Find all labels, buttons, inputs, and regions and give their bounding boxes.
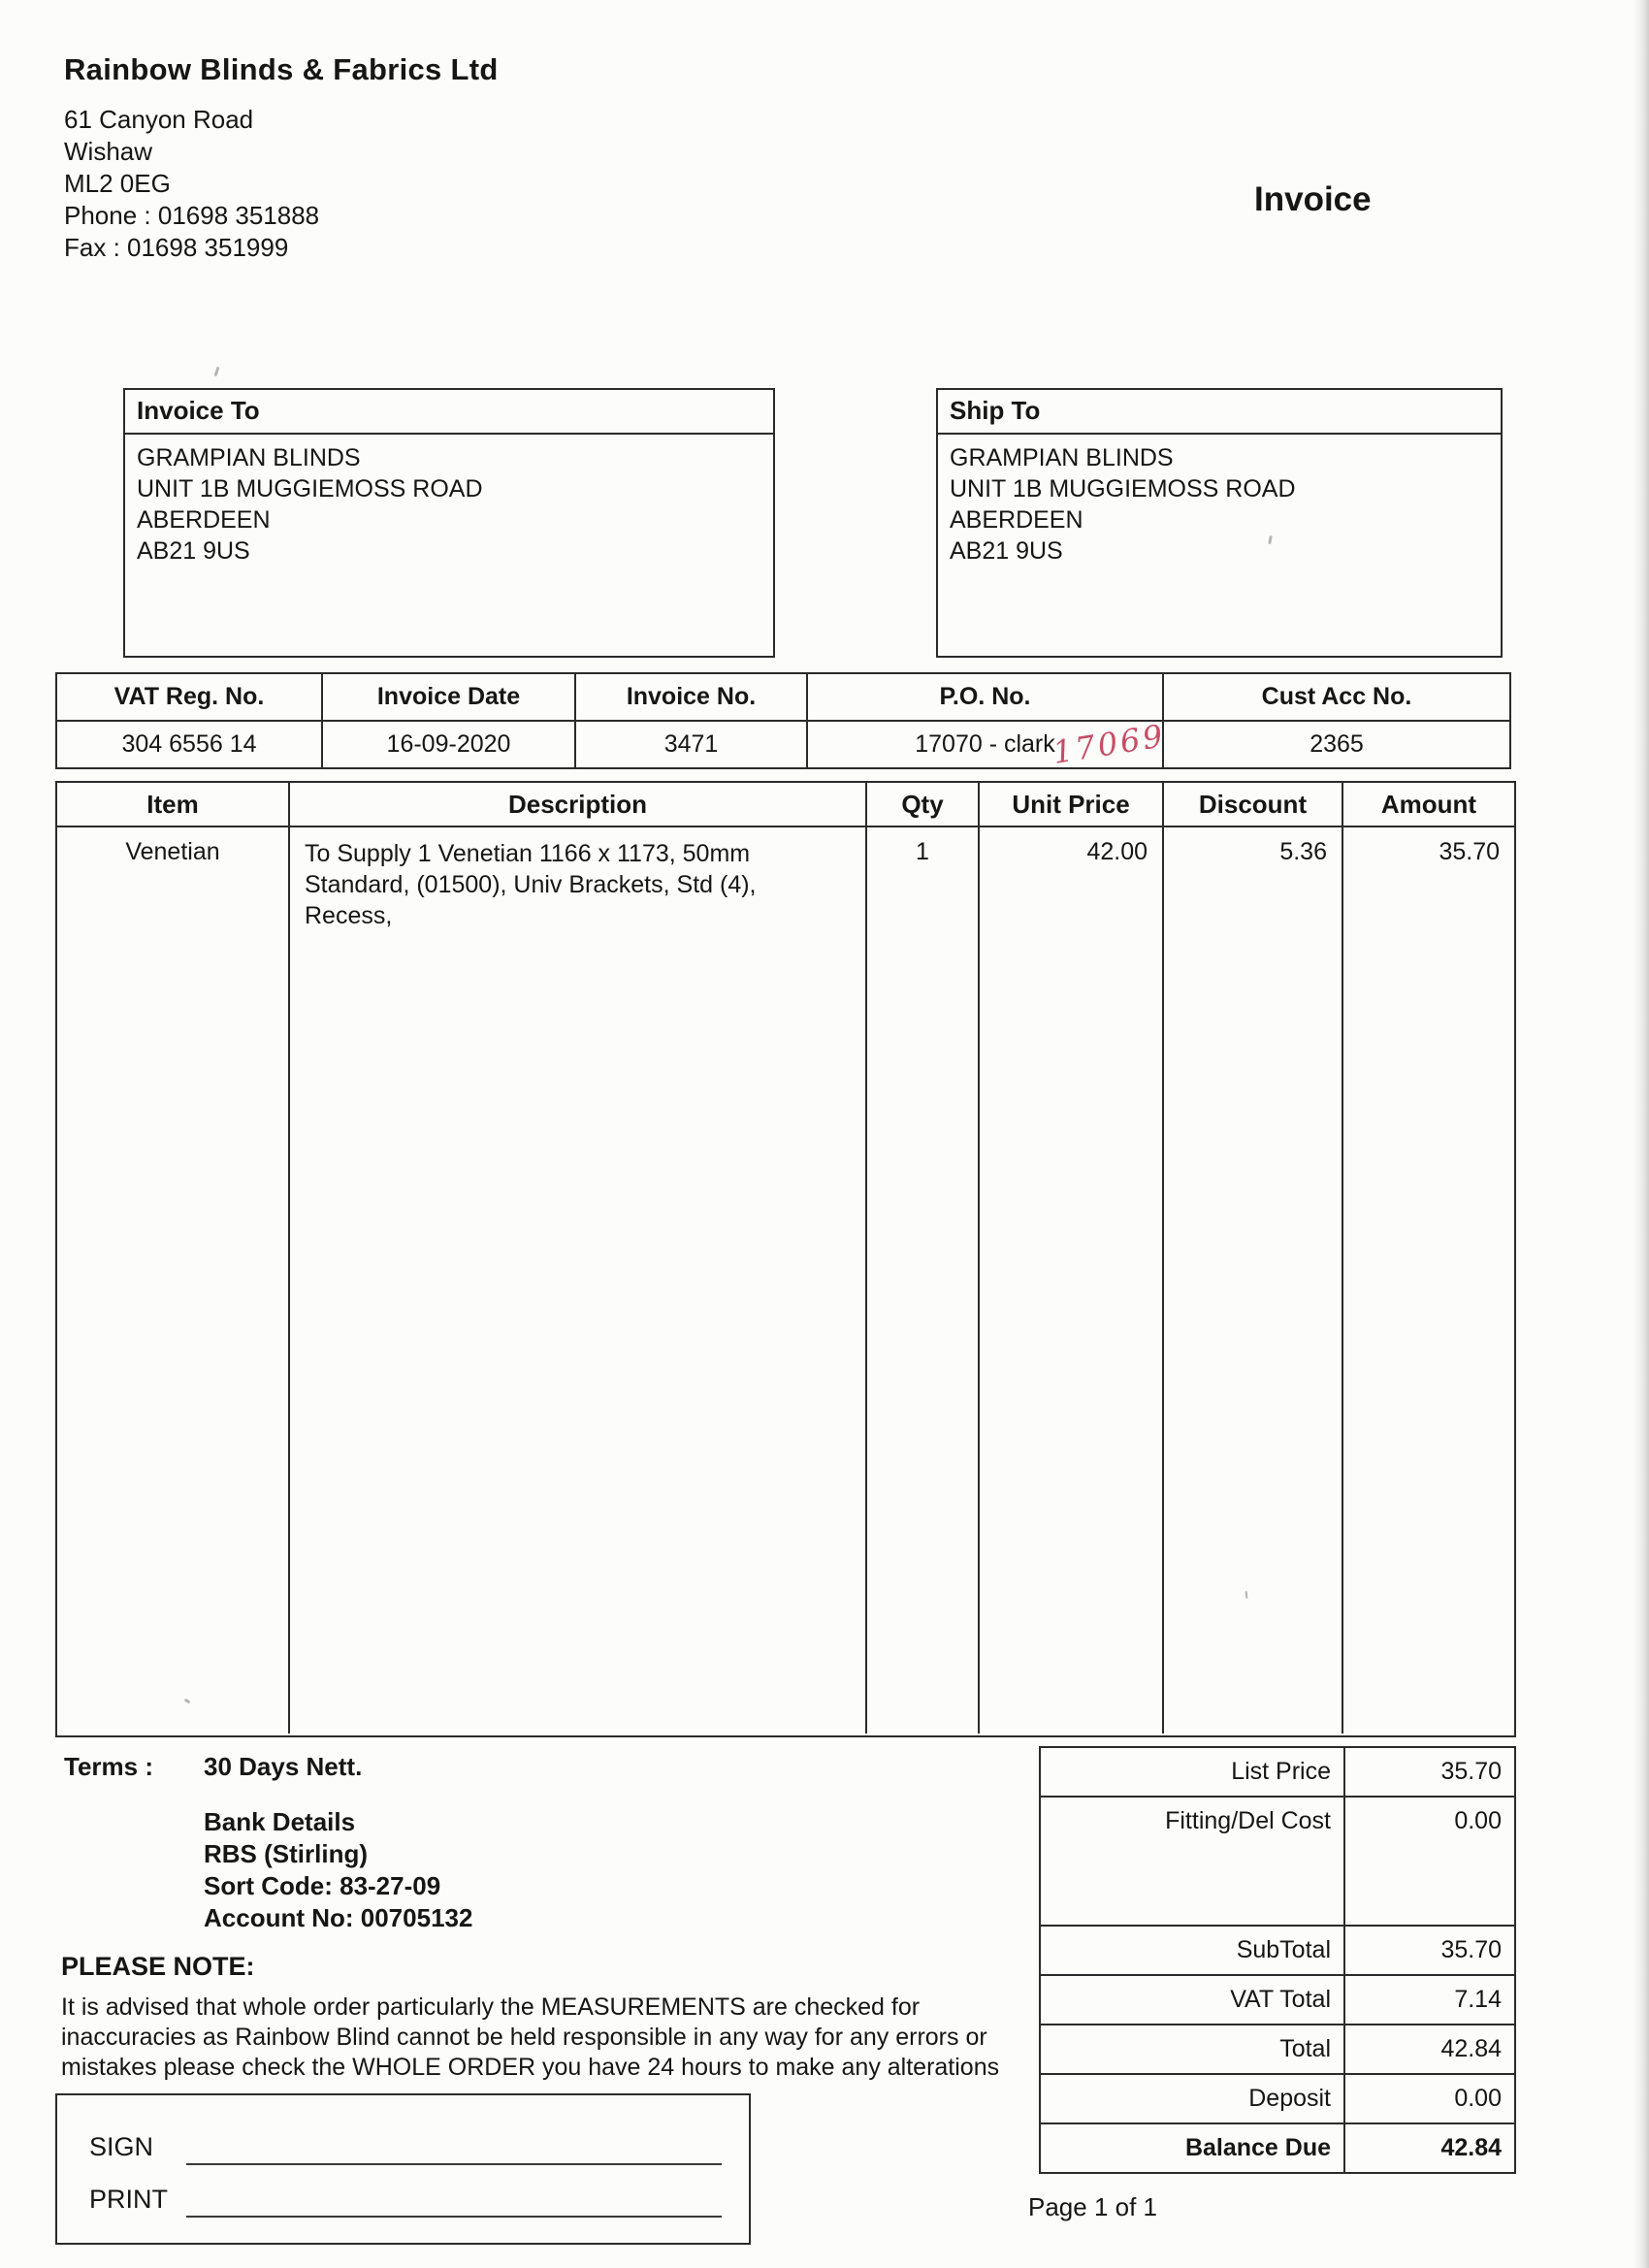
meta-header-po-no: P.O. No. <box>808 674 1164 722</box>
ship-to-line: GRAMPIAN BLINDS <box>950 444 1174 471</box>
note-line: inaccuracies as Rainbow Blind cannot be held responsible in any way for any errors or <box>61 2024 987 2051</box>
ship-to-line: UNIT 1B MUGGIEMOSS ROAD <box>950 475 1296 502</box>
totals-value: 35.70 <box>1440 1758 1502 1785</box>
totals-value: 0.00 <box>1454 2085 1502 2112</box>
items-header-amount: Amount <box>1380 790 1477 819</box>
bank-details-heading: Bank Details <box>204 1807 356 1836</box>
description-line: Recess, <box>305 902 393 929</box>
company-block <box>64 52 499 264</box>
item-cell: Venetian <box>57 827 290 1733</box>
totals-row-list-price <box>1041 1748 1514 1798</box>
items-header-item: Item <box>57 783 290 826</box>
description-cell <box>290 827 867 1733</box>
qty-cell: 1 <box>867 827 980 1733</box>
totals-label: Deposit <box>1041 2075 1345 2122</box>
totals-table <box>1039 1746 1516 2174</box>
totals-label: Total <box>1041 2025 1345 2073</box>
invoice-to-label: Invoice To <box>125 390 773 435</box>
company-phone: Phone : 01698 351888 <box>64 201 320 230</box>
totals-row-total <box>1041 2025 1514 2075</box>
ship-to-line: AB21 9US <box>950 537 1063 565</box>
terms-label: Terms : <box>64 1752 153 1781</box>
totals-label: Fitting/Del Cost <box>1041 1798 1345 1925</box>
sign-line <box>186 2163 722 2165</box>
totals-label: VAT Total <box>1041 1976 1345 2024</box>
note-line: It is advised that whole order particularly the MEASUREMENTS are checked for <box>61 1993 921 2021</box>
meta-value-vat-reg-no: 304 6556 14 <box>57 722 323 767</box>
description-line: To Supply 1 Venetian 1166 x 1173, 50mm <box>305 840 751 867</box>
meta-value-cust-acc-no: 2365 <box>1310 730 1364 758</box>
items-header-description: Description <box>290 783 867 826</box>
invoice-to-line: AB21 9US <box>137 537 250 565</box>
totals-label: SubTotal <box>1041 1927 1345 1974</box>
ship-to-address <box>938 435 1501 574</box>
totals-label: List Price <box>1041 1748 1345 1796</box>
invoice-to-address <box>125 435 773 574</box>
note-line: mistakes please check the WHOLE ORDER you have 24 hours to make any alterations <box>61 2054 1000 2081</box>
discount-cell: 5.36 <box>1164 827 1343 1733</box>
amount-cell: 35.70 <box>1439 838 1500 865</box>
print-label: PRINT <box>89 2185 168 2214</box>
company-address-line: Wishaw <box>64 137 153 166</box>
meta-value-po-no: 17070 - clark <box>808 722 1164 767</box>
terms-row <box>64 1752 362 1782</box>
ship-to-box <box>936 388 1503 658</box>
bank-details-block <box>204 1806 472 1934</box>
bank-name: RBS (Stirling) <box>204 1839 368 1868</box>
print-line <box>186 2216 722 2218</box>
items-header-qty: Qty <box>867 783 980 826</box>
page-number: Page 1 of 1 <box>1028 2192 1157 2221</box>
invoice-meta-table <box>55 672 1511 769</box>
totals-row-fitting-del-cost <box>1041 1798 1514 1927</box>
totals-value: 42.84 <box>1440 2035 1502 2062</box>
ship-to-line: ABERDEEN <box>950 506 1083 534</box>
terms-value: 30 Days Nett. <box>204 1752 363 1781</box>
totals-row-balance-due <box>1041 2124 1514 2172</box>
unit-price-cell: 42.00 <box>980 827 1164 1733</box>
invoice-to-box <box>123 388 775 658</box>
company-address <box>64 104 499 264</box>
totals-label: Balance Due <box>1041 2124 1345 2172</box>
signature-box <box>55 2093 751 2245</box>
totals-row-vat-total <box>1041 1976 1514 2025</box>
document-title: Invoice <box>1254 180 1372 218</box>
meta-header-invoice-no: Invoice No. <box>576 674 808 722</box>
line-items-header-row <box>57 783 1514 827</box>
please-note-body <box>61 1993 999 2083</box>
scanner-edge-shadow <box>1633 0 1649 2268</box>
bank-sort-code: Sort Code: 83-27-09 <box>204 1871 441 1900</box>
meta-value-invoice-no: 3471 <box>576 722 808 767</box>
totals-value: 7.14 <box>1454 1986 1502 2013</box>
meta-header-invoice-date: Invoice Date <box>323 674 576 722</box>
items-header-unit-price: Unit Price <box>980 783 1164 826</box>
invoice-to-line: ABERDEEN <box>137 506 271 534</box>
meta-header-vat-reg-no: VAT Reg. No. <box>57 674 323 722</box>
company-name: Rainbow Blinds & Fabrics Ltd <box>64 52 499 86</box>
totals-value: 0.00 <box>1454 1807 1502 1834</box>
invoice-to-line: UNIT 1B MUGGIEMOSS ROAD <box>137 475 483 502</box>
description-line: Standard, (01500), Univ Brackets, Std (4), <box>305 871 757 898</box>
ship-to-label: Ship To <box>938 390 1501 435</box>
sign-label: SIGN <box>89 2132 154 2161</box>
bank-account-no: Account No: 00705132 <box>204 1903 473 1932</box>
company-address-line: ML2 0EG <box>64 169 171 198</box>
totals-value: 35.70 <box>1440 1936 1502 1963</box>
handwritten-po-annotation: 17069 <box>1050 717 1169 771</box>
meta-header-cust-acc-no: Cust Acc No. <box>1164 674 1509 722</box>
line-items-body <box>57 827 1514 1733</box>
please-note-heading: PLEASE NOTE: <box>61 1952 255 1981</box>
scan-speckle <box>214 367 220 376</box>
items-header-discount: Discount <box>1164 783 1343 826</box>
totals-row-subtotal <box>1041 1927 1514 1976</box>
line-items-table <box>55 781 1516 1737</box>
invoice-to-line: GRAMPIAN BLINDS <box>137 444 361 471</box>
totals-value: 42.84 <box>1440 2134 1502 2161</box>
company-fax: Fax : 01698 351999 <box>64 233 289 262</box>
meta-value-invoice-date: 16-09-2020 <box>323 722 576 767</box>
totals-row-deposit <box>1041 2075 1514 2124</box>
company-address-line: 61 Canyon Road <box>64 105 254 134</box>
